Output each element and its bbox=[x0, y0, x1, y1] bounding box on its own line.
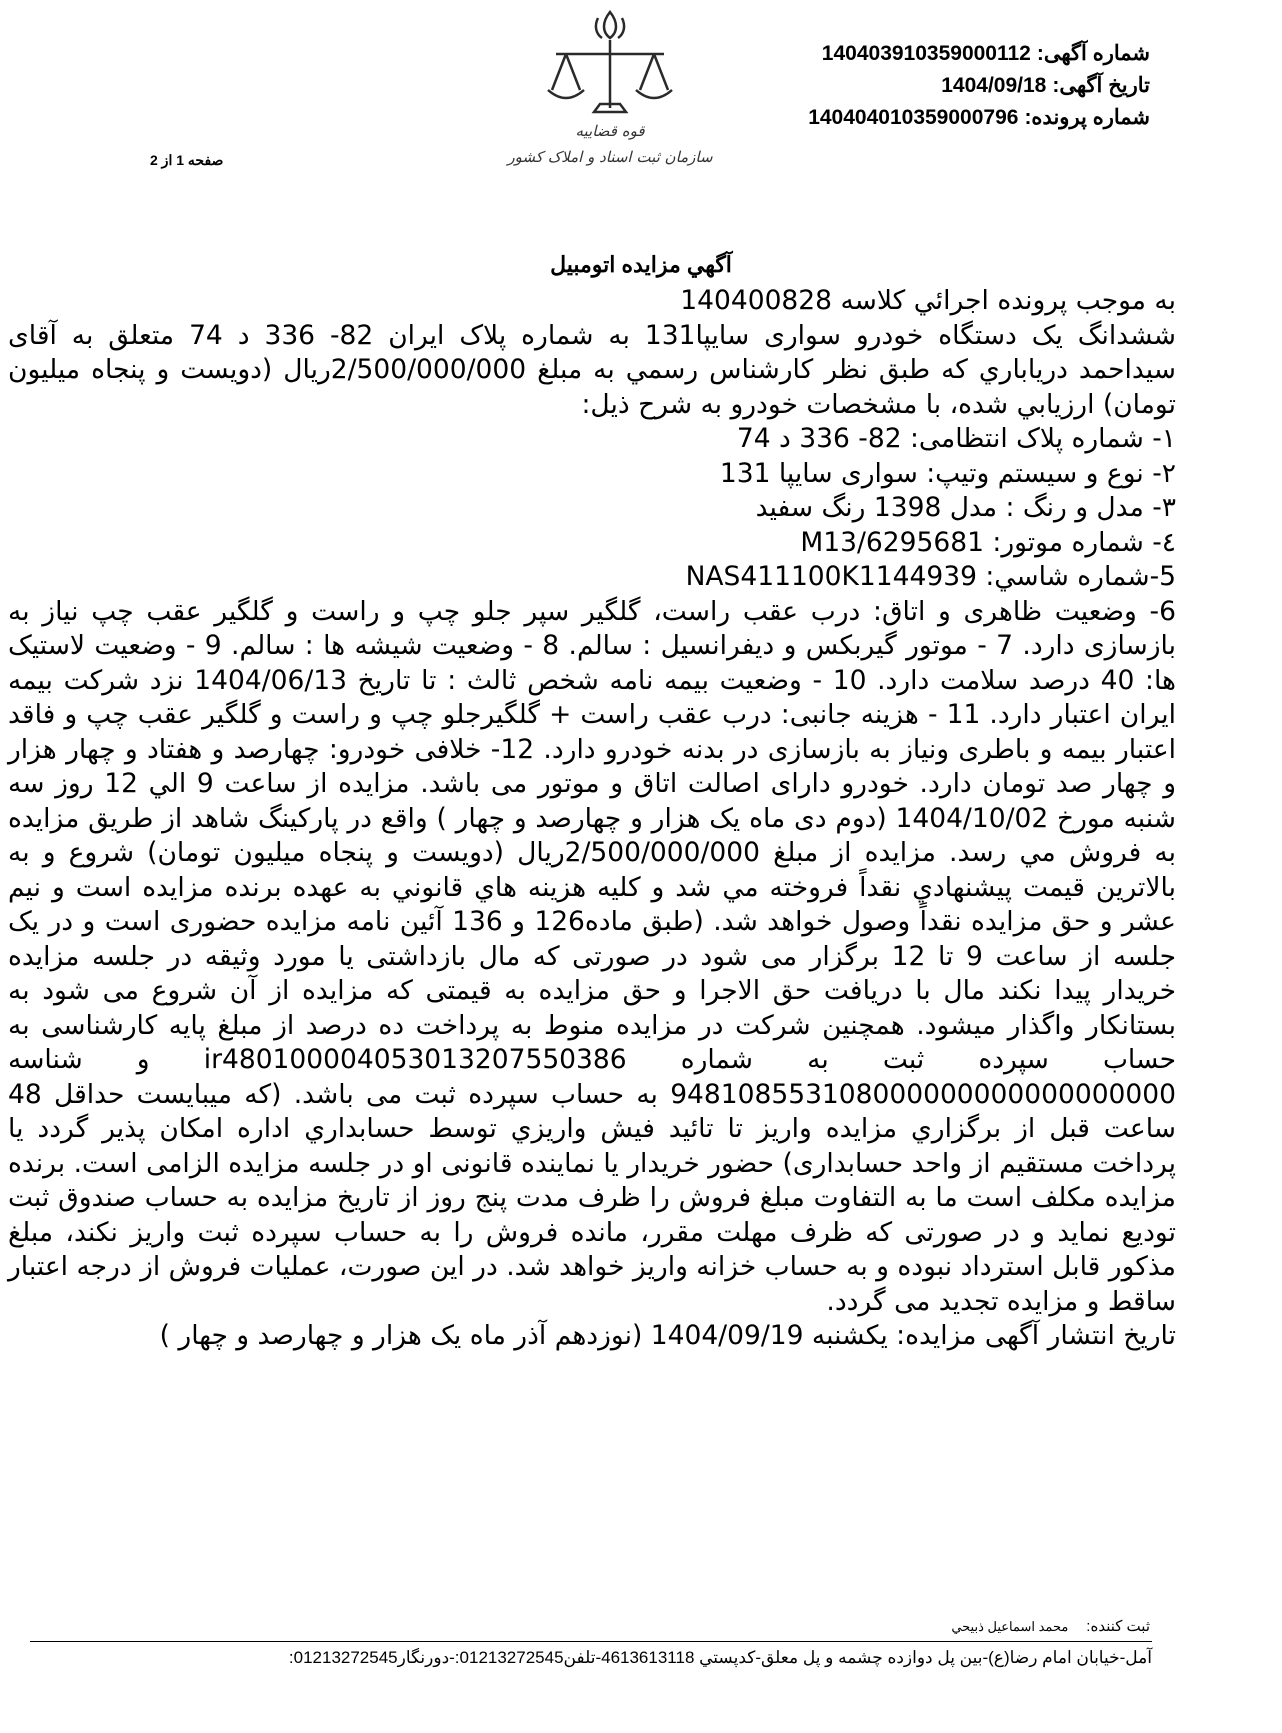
body-paragraph: ۱- شماره پلاک انتظامی: 82- 336 د 74 bbox=[736, 423, 1176, 454]
case-number-row bbox=[760, 102, 1150, 134]
body-paragraph: به موجب پرونده اجرائي كلاسه 140400828 bbox=[680, 285, 1176, 316]
body-paragraph: 5-شماره شاسي: NAS411100K1144939 bbox=[685, 561, 1176, 592]
emblem-text: قوه قضاییه bbox=[575, 122, 645, 140]
notice-number: 14040391035900011​2 bbox=[821, 42, 1031, 65]
registrar bbox=[880, 1617, 1150, 1635]
registrar-label: ثبت کننده: bbox=[1086, 1618, 1150, 1635]
notice-date-label: تاریخ آگهی: bbox=[1052, 74, 1150, 97]
notice-number-row bbox=[760, 38, 1150, 70]
org-text: سازمان ثبت اسناد و املاک کشور bbox=[507, 148, 713, 166]
case-number-label: شماره پرونده: bbox=[1024, 106, 1150, 129]
body-paragraph: تاریخ انتشار آگهی مزایده: یکشنبه 1404/09/19 (نوزدهم آذر ماه یک هزار و چهارصد و چهار ) bbox=[159, 1320, 1176, 1351]
page-title: آگهي مزايده اتومبيل bbox=[550, 252, 732, 277]
body-paragraph: ۲- نوع و سیستم وتیپ: سواری سایپا 131 bbox=[719, 457, 1176, 489]
notice-date: 1404/09/18 bbox=[941, 74, 1047, 97]
notice-meta bbox=[760, 38, 1150, 134]
footer-divider bbox=[30, 1641, 1152, 1642]
registrar-name: محمد اسماعیل ذبیحي bbox=[951, 1619, 1069, 1634]
body-paragraph: 6- وضعیت ظاهری و اتاق: درب عقب راست، گلگیر سپر جلو چپ و راست و گلگیر عقب چپ نیاز به بازسازی دارد. 7 - موتور گیربکس و دیفرانسیل : سالم. 8 - وضعیت شیشه ها : سالم. 9 - وضعیت لاستیک ها: 40 درصد سلامت دارد. 10 - وضعیت بیمه نامه شخص ثالث : تا تاریخ 1404/06/13 نزد شرکت بیمه ایران اعتبار دارد. 11 - هزینه جانبی: درب عقب راست + گلگیرجلو چپ و راست و گلگیر عقب چپ و فاقد اعتبار بیمه و باطری ونیاز به بازسازی در بدنه خودرو دارد. 12- خلافی خودرو: چهارصد و هفتاد و چهار هزار و چهار صد تومان دارد. خودرو دارای اصالت اتاق و موتور می باشد. مزایده از ساعت 9 الي 12 روز سه شنبه مورخ 1404/10/02 (دوم دی ماه یک هزار و چهارصد و چهار ) واقع در پارکینگ شاهد از طريق مزايده به فروش مي رسد. مزایده از مبلغ 2/500/000/000ریال (دویست و پنجاه میلیون تومان) شروع و به بالاترين قيمت پيشنهادي نقداً فروخته مي شد و كليه هزينه هاي قانوني به عهده برنده مزايده است و نیم عشر و حق مزایده نقداً وصول خواهد شد. (طبق ماده126 و 136 آئین نامه مزایده حضوری است و در یک جلسه از ساعت 9 تا 12 برگزار می شود در صورتی که مال بازداشتی یا مورد وثیقه در جلسه مزایده خریدار پیدا نکند مال با دریافت حق الاجرا و حق مزایده به قیمتی که مزایده از آن شروع می شود به بستانکار واگذار میشود. همچنین شرکت در مزایده منوط به پرداخت ده درصد از مبلغ پایه کارشناسی به حساب سپرده ثبت به شماره ir480100004053013207550386 و شناسه 948108553108000000000000000000 به حساب سپرده ثبت می باشد. (که میبایست حداقل 48 ساعت قبل از برگزاري مزايده واريز تا تائيد فيش واريزي توسط حسابداري اداره امكان پذير گردد يا پرداخت مستقیم از واحد حسابداری) حضور خریدار یا نماینده قانونی او در جلسه مزایده الزامی است. برنده مزایده مکلف است ما به التفاوت مبلغ فروش را ظرف مدت پنج روز از تاریخ مزایده به حساب صندوق ثبت تودیع نماید و در صورتی که ظرف مهلت مقرر، مانده فروش را به حساب سپرده ثبت واریز نکند، مبلغ مذکور قابل استرداد نبوده و به حساب خزانه واریز خواهد شد. در این صورت، عملیات فروش از درجه اعتبار ساقط و مزایده تجدید می گردد. bbox=[8, 595, 1177, 1317]
emblem-caption bbox=[490, 118, 730, 170]
body-paragraph: ۳- مدل و رنگ : مدل 1398 رنگ سفید bbox=[755, 492, 1176, 523]
body-paragraph: ٤- شماره موتور: M13/6295681 bbox=[800, 526, 1176, 558]
footer-address: آمل-خيابان امام رضا(ع)-بين پل دوازده چشمه و پل معلق-كدپستي 4613613118-تلفن01213272545:-دورنگار01213272545: bbox=[288, 1648, 1152, 1667]
notice-body bbox=[8, 284, 1176, 1354]
body-paragraph: ششدانگ یک دستگاه خودرو سواری سایپا131 به شماره پلاک ایران 82- 336 د 74 متعلق به آقای سیداحمد دریاباري كه طبق نظر كارشناس رسمي به مبلغ 2/500/000/000ریال (دویست و پنجاه میلیون تومان) ارزيابي شده، با مشخصات خودرو به شرح ذیل: bbox=[8, 319, 1177, 420]
page-indicator: صفحه 1 از 2 bbox=[150, 152, 224, 168]
case-number: 140404010359000796 bbox=[808, 106, 1019, 129]
judiciary-emblem-icon bbox=[510, 4, 710, 204]
notice-date-row bbox=[760, 70, 1150, 102]
notice-number-label: شماره آگهی: bbox=[1036, 42, 1150, 65]
